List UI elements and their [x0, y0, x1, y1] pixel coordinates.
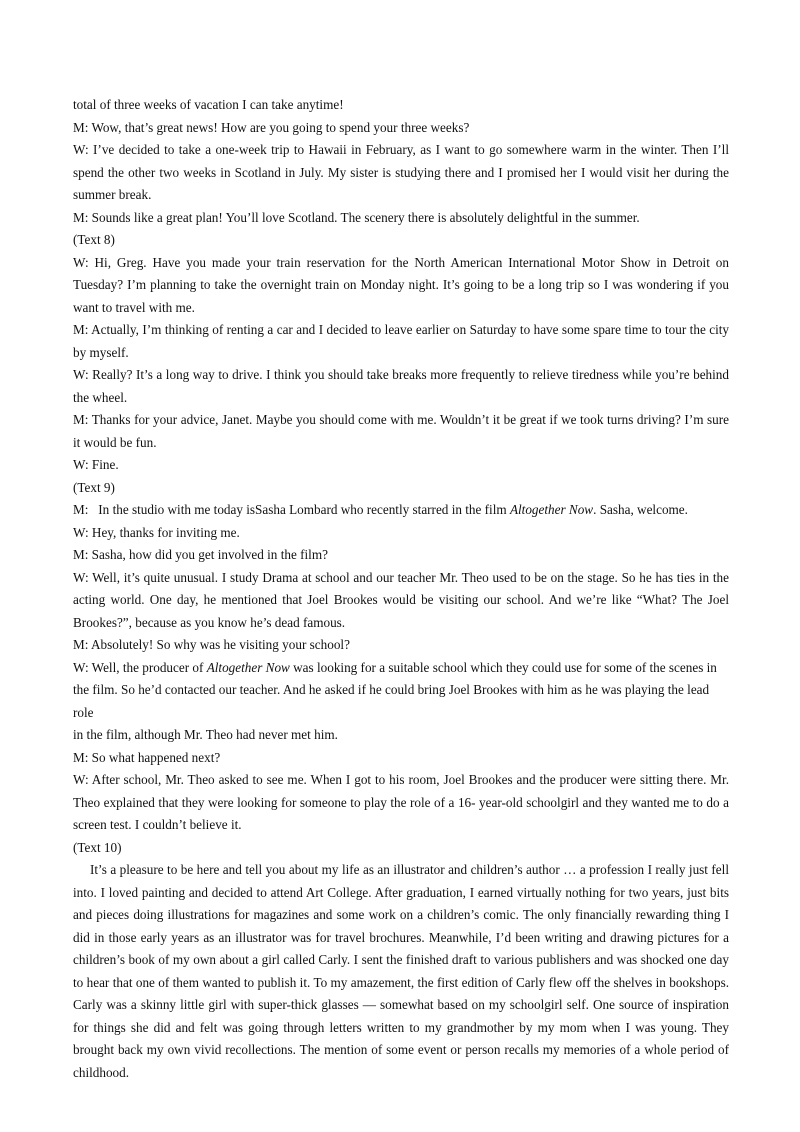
transcript-line: M: Sasha, how did you get involved in the film?	[73, 547, 328, 562]
transcript-line: M: So what happened next?	[73, 749, 221, 765]
line-text: M: In the studio with me today isSasha Lombard who recently starred in the film	[73, 502, 510, 517]
transcript-line: W: Hey, thanks for inviting me.	[73, 524, 240, 540]
transcript-line: W: I’ve decided to take a one-week trip to Hawaii in February, as I want to go somewhere warm in the winter. Then I’ll spend the other two weeks in Scotland in July. My sister is studying there and I promised her I would visit her during the summer break.	[73, 142, 729, 202]
transcript-line: M: Actually, I’m thinking of renting a car and I decided to leave earlier on Saturday to have some spare time to tour the city by myself.	[73, 322, 729, 360]
monologue-paragraph: It’s a pleasure to be here and tell you about my life as an illustrator and children’s author … a profession I really just fell into. I loved painting and decided to attend Art College. After graduation, I earned virtually nothing for two years, just bits and pieces doing illustrations for magazines and some work on a children’s comic. The only financially rewarding thing I did in those early years as an illustrator was for travel brochures. Meanwhile, I’d been writing and drawing pictures for a children’s book of my own about a girl called Carly. I sent the finished draft to various publishers and was shocked one day to hear that one of them wanted to publish it. To my amazement, the first edition of Carly flew off the shelves in bookshops. Carly was a skinny little girl with super-thick glasses — somewhat based on my schoolgirl self. One source of inspiration for things she did and felt was going through letters written to my grandmother by my mom when I was young. They brought back my own vivid recollections. The mention of some event or person recalls my memories of a whole period of childhood.	[73, 862, 729, 1080]
line-text: was looking for a suitable school which they could use for some of the scenes in the film. So he’d contacted our teacher. And he asked if he could bring Joel Brookes with him as he was playing the lead role	[73, 659, 717, 720]
film-title: Altogether Now	[509, 502, 594, 517]
transcript-line: W: Really? It’s a long way to drive. I think you should take breaks more frequently to relieve tiredness while you’re behind the wheel.	[73, 367, 729, 405]
line-text: . Sasha, welcome.	[593, 502, 688, 517]
film-title: Altogether Now	[206, 659, 290, 675]
line-text: W: Well, the producer of	[73, 659, 207, 675]
transcript-line: in the film, although Mr. Theo had never met him.	[73, 727, 338, 742]
transcript-line	[73, 657, 729, 725]
transcript-line: M: Sounds like a great plan! You’ll love Scotland. The scenery there is absolutely delightful in the summer.	[73, 209, 640, 225]
transcript-line: W: Fine.	[73, 457, 119, 472]
section-heading: (Text 9)	[73, 479, 115, 495]
transcript-line: M: Absolutely! So why was he visiting your school?	[73, 637, 350, 652]
section-heading: (Text 8)	[73, 232, 115, 247]
transcript-page	[73, 94, 729, 1084]
transcript-line: W: After school, Mr. Theo asked to see me. When I got to his room, Joel Brookes and the producer were sitting there. Mr. Theo explained that they were looking for someone to play the role of a 16- year-old schoolgirl and they wanted me to do a screen test. I couldn’t believe it.	[73, 772, 729, 832]
section-heading: (Text 10)	[73, 839, 122, 855]
transcript-line	[73, 499, 729, 522]
transcript-line: W: Well, it’s quite unusual. I study Drama at school and our teacher Mr. Theo used to be on the stage. So he has ties in the acting world. One day, he mentioned that Joel Brookes would be visiting our school. And we’re like “What? The Joel Brookes?”, because as you know he’s dead famous.	[73, 569, 729, 630]
transcript-line: M: Wow, that’s great news! How are you going to spend your three weeks?	[73, 119, 470, 135]
transcript-line: W: Hi, Greg. Have you made your train reservation for the North American International Motor Show in Detroit on Tuesday? I’m planning to take the overnight train on Monday night. It’s going to be a long trip so I was wondering if you want to travel with me.	[73, 254, 729, 315]
transcript-line: M: Thanks for your advice, Janet. Maybe you should come with me. Wouldn’t it be great if we took turns driving? I’m sure it would be fun.	[73, 412, 729, 450]
transcript-line: total of three weeks of vacation I can take anytime!	[73, 97, 344, 112]
